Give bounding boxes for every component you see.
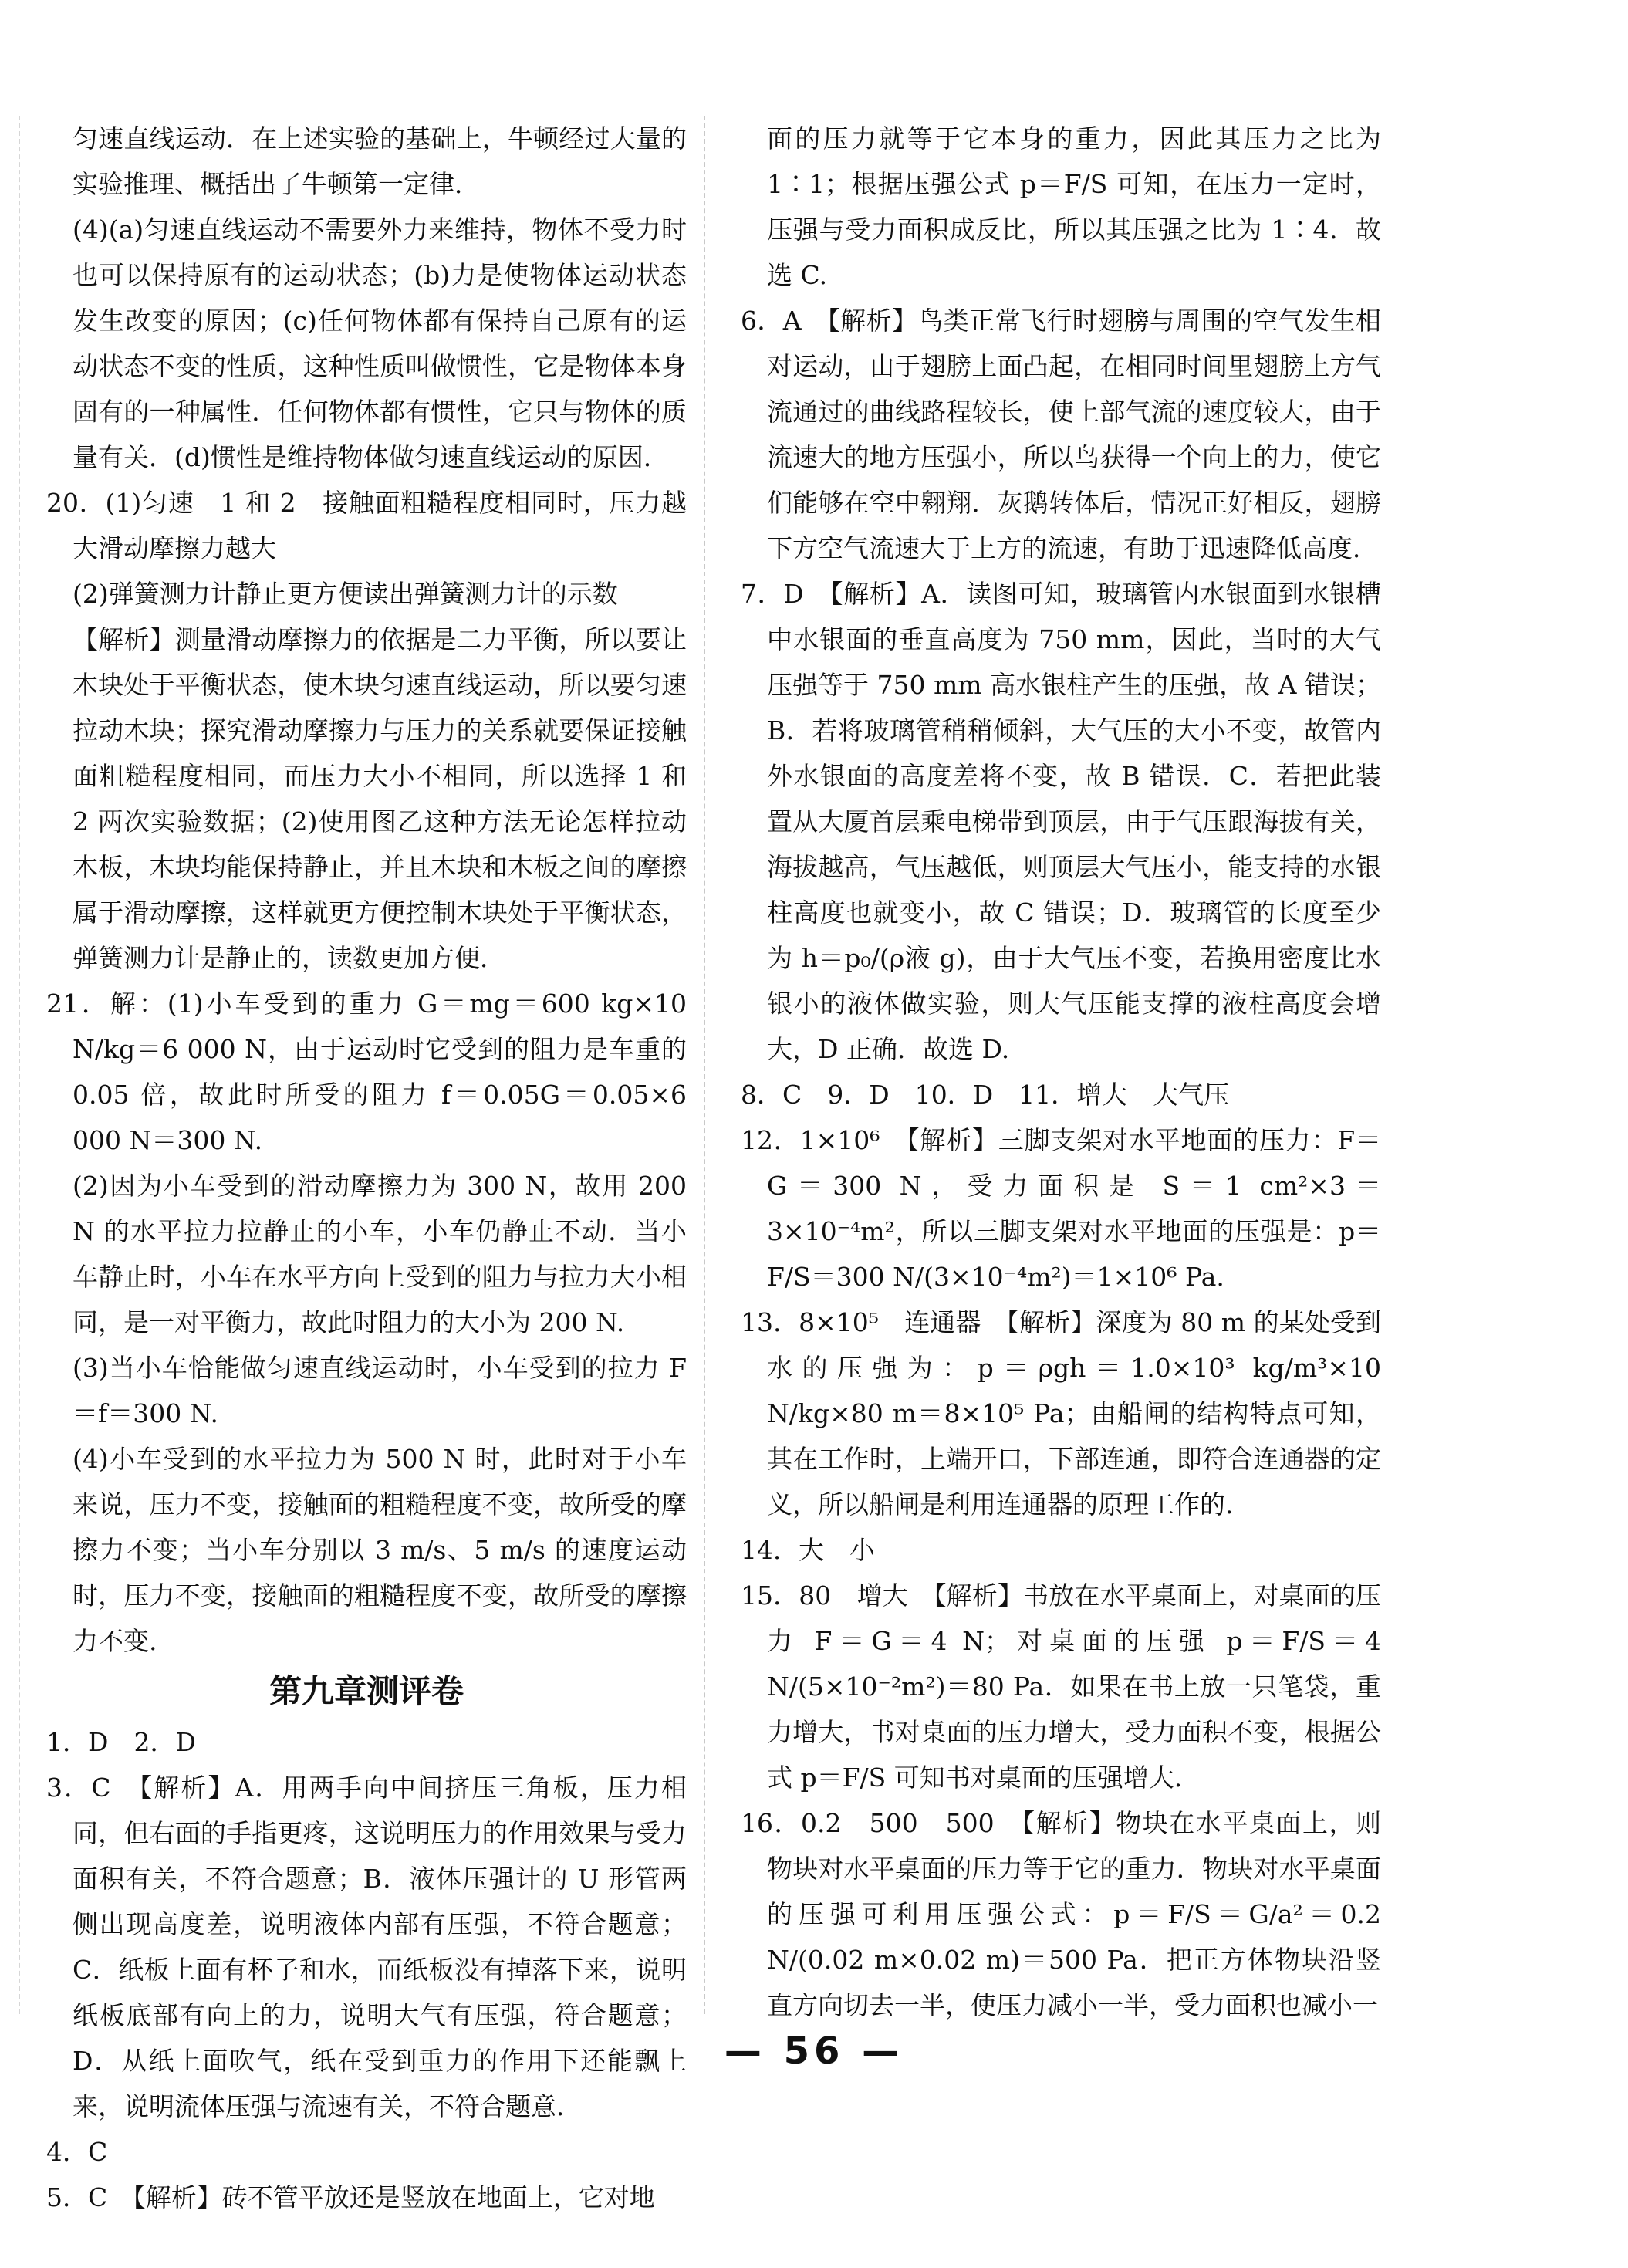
answer-21-part2: (2)因为小车受到的滑动摩擦力为 300 N，故用 200 N 的水平拉力拉静止的小车，小车仍静止不动．当小车静止时，小车在水平方向上受到的阻力与拉力大小相同，是一对平衡力，故此时阻力的大小为 200 N. (73, 1171, 687, 1337)
page-number: — 56 — (724, 2030, 904, 2073)
answer-21-part4: (4)小车受到的水平拉力为 500 N 时，此时对于小车来说，压力不变，接触面的粗糙程度不变，故所受的摩擦力不变；当小车分别以 3 m/s、5 m/s 的速度运动时，压力不变，接触面的粗糙程度不变，故所受的摩擦力不变. (73, 1444, 687, 1656)
answer-5-continued: 面的压力就等于它本身的重力，因此其压力之比为 1∶1；根据压强公式 p＝F/S 可知，在压力一定时，压强与受力面积成反比，所以其压强之比为 1∶4．故选 C. (767, 123, 1381, 290)
answer-3: 3．C 【解析】A．用两手向中间挤压三角板，压力相同，但右面的手指更疼，这说明压力的作用效果与受力面积有关，不符合题意；B．液体压强计的 U 形管两侧出现高度差，说明液体内部有压强，不符合题意；C．纸板上面有杯子和水，而纸板没有掉落下来，说明纸板底部有向上的力，说明大气有压强，符合题意；D．从纸上面吹气，纸在受到重力的作用下还能飘上来，说明流体压强与流速有关，不符合题意． (46, 1773, 687, 2121)
answer-21-part3: (3)当小车恰能做匀速直线运动时，小车受到的拉力 F＝f＝300 N. (73, 1353, 687, 1428)
answer-16: 16．0.2 500 500 【解析】物块在水平桌面上，则物块对水平桌面的压力等于它的重力．物块对水平桌面的压强可利用压强公式：p＝F/S＝G/a²＝0.2 N/(0.02 m×0.02 m)＝500 Pa．把正方体物块沿竖直方向切去一半，使压力减小一半，受力面积也减小一 (741, 1808, 1381, 2020)
column-divider (704, 116, 705, 2014)
answer-20-part2: (2)弹簧测力计静止更方便读出弹簧测力计的示数 (73, 579, 618, 609)
answer-15: 15．80 增大 【解析】书放在水平桌面上，对桌面的压力 F＝G＝4 N；对桌面的压强 p＝F/S＝4 N/(5×10⁻²m²)＝80 Pa．如果在书上放一只笔袋，重力增大，书对桌面的压力增大，受力面积不变，根据公式 p＝F/S 可知书对桌面的压强增大. (741, 1580, 1381, 1793)
answer-12: 12．1×10⁶ 【解析】三脚支架对水平地面的压力：F＝G＝300 N，受力面积是 S＝1 cm²×3＝3×10⁻⁴m²，所以三脚支架对水平地面的压强是：p＝F/S＝300 N/(3×10⁻⁴m²)＝1×10⁶ Pa. (741, 1125, 1381, 1292)
chapter-title: 第九章测评卷 (269, 1672, 464, 1710)
answer-1-2: 1．D 2．D (46, 1727, 196, 1757)
right-column (741, 116, 1381, 2028)
page-edge-line (19, 116, 20, 2014)
answer-6: 6．A 【解析】鸟类正常飞行时翅膀与周围的空气发生相对运动，由于翅膀上面凸起，在相同时间里翅膀上方气流通过的曲线路程较长，使上部气流的速度较大，由于流速大的地方压强小，所以鸟获得一个向上的力，使它们能够在空中翱翔．灰鹅转体后，情况正好相反，翅膀下方空气流速大于上方的流速，有助于迅速降低高度． (741, 306, 1381, 563)
answer-13: 13．8×10⁵ 连通器 【解析】深度为 80 m 的某处受到水的压强为：p＝ρgh＝1.0×10³ kg/m³×10 N/kg×80 m＝8×10⁵ Pa；由船闸的结构特点可知，其在工作时，上端开口，下部连通，即符合连通器的定义，所以船闸是利用连通器的原理工作的. (741, 1307, 1381, 1519)
answer-20: 20．(1)匀速 1 和 2 接触面粗糙程度相同时，压力越大滑动摩擦力越大 (46, 488, 687, 563)
answer-20-analysis: 【解析】测量滑动摩擦力的依据是二力平衡，所以要让木块处于平衡状态，使木块匀速直线运动，所以要匀速拉动木块；探究滑动摩擦力与压力的关系就要保证接触面粗糙程度相同，而压力大小不相同，所以选择 1 和 2 两次实验数据；(2)使用图乙这种方法无论怎样拉动木板，木块均能保持静止，并且木块和木板之间的摩擦属于滑动摩擦，这样就更方便控制木块处于平衡状态，弹簧测力计是静止的，读数更加方便． (73, 624, 687, 973)
answer-14: 14．大 小 (741, 1535, 875, 1565)
left-column (46, 116, 687, 2220)
answer-7: 7．D 【解析】A．读图可知，玻璃管内水银面到水银槽中水银面的垂直高度为 750 mm，因此，当时的大气压强等于 750 mm 高水银柱产生的压强，故 A 错误；B．若将玻璃管稍稍倾斜，大气压的大小不变，故管内外水银面的高度差将不变，故 B 错误．C．若把此装置从大厦首层乘电梯带到顶层，由于气压跟海拔有关，海拔越高，气压越低，则顶层大气压小，能支持的水银柱高度也就变小，故 C 错误；D．玻璃管的长度至少为 h＝p₀/(ρ液 g)，由于大气压不变，若换用密度比水银小的液体做实验，则大气压能支撑的液柱高度会增大，D 正确．故选 D. (741, 579, 1381, 1064)
answer-4: 4．C (46, 2137, 108, 2167)
left-para-2: (4)(a)匀速直线运动不需要外力来维持，物体不受力时也可以保持原有的运动状态；(b)力是使物体运动状态发生改变的原因；(c)任何物体都有保持自己原有的运动状态不变的性质，这种性质叫做惯性，它是物体本身固有的一种属性．任何物体都有惯性，它只与物体的质量有关．(d)惯性是维持物体做匀速直线运动的原因． (73, 215, 687, 472)
answer-5: 5．C 【解析】砖不管平放还是竖放在地面上，它对地 (46, 2182, 655, 2212)
answer-21: 21．解：(1)小车受到的重力 G＝mg＝600 kg×10 N/kg＝6 000 N，由于运动时它受到的阻力是车重的 0.05 倍，故此时所受的阻力 f＝0.05G＝0.05×6 000 N＝300 N. (46, 989, 687, 1155)
answer-8-11: 8．C 9．D 10．D 11．增大 大气压 (741, 1080, 1230, 1110)
left-para-1: 匀速直线运动．在上述实验的基础上，牛顿经过大量的实验推理、概括出了牛顿第一定律． (73, 123, 687, 199)
